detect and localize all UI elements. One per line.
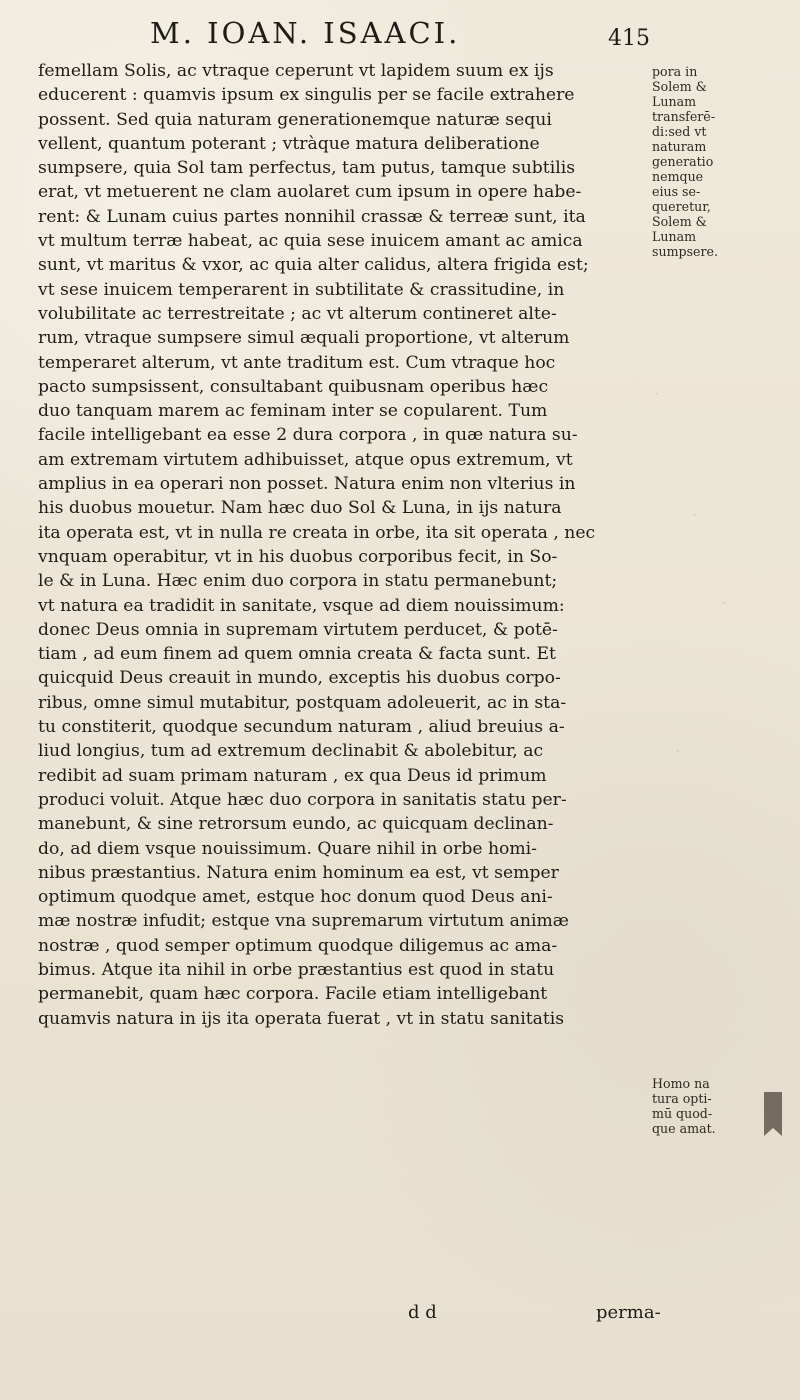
- margin-note-line: Solem &: [652, 214, 707, 229]
- margin-note-line: Homo na: [652, 1076, 710, 1091]
- text-line: rent: & Lunam cuius partes nonnihil crassæ & terreæ sunt, ita: [38, 206, 586, 227]
- margin-note-line: nemque: [652, 169, 704, 184]
- signature-mark: d d: [408, 1302, 437, 1323]
- text-line: le & in Luna. Hæc enim duo corpora in statu permanebunt;: [38, 571, 558, 592]
- margin-note-line: queretur,: [652, 199, 711, 214]
- margin-note-line: eius se-: [652, 184, 701, 199]
- margin-smudge-icon: ·: [693, 508, 697, 522]
- margin-note-upper: [652, 64, 738, 259]
- text-line: nostræ , quod semper optimum quodque diligemus ac ama-: [38, 935, 558, 956]
- margin-note-line: Lunam: [652, 229, 697, 244]
- text-line: facile intelligebant ea esse 2 dura corpora , in quæ natura su-: [38, 425, 578, 446]
- text-line: volubilitate ac terrestreitate ; ac vt alterum contineret alte-: [38, 303, 557, 324]
- text-line: mæ nostræ infudit; estque vna supremarum virtutum animæ: [38, 911, 569, 932]
- text-line: quicquid Deus creauit in mundo, exceptis his duobus corpo-: [38, 668, 561, 689]
- page-number: 415: [608, 26, 650, 51]
- margin-note-line: que amat.: [652, 1121, 716, 1136]
- text-line: duo tanquam marem ac feminam inter se copularent. Tum: [38, 401, 548, 422]
- text-line: liud longius, tum ad extremum declinabit & abolebitur, ac: [38, 741, 544, 762]
- text-line: vt natura ea tradidit in sanitate, vsque ad diem nouissimum:: [38, 595, 565, 616]
- margin-note-line: di:sed vt: [652, 124, 707, 139]
- text-line: vt multum terræ habeat, ac quia sese inuicem amant ac amica: [38, 231, 583, 252]
- main-text-block: [38, 59, 648, 1031]
- margin-note-line: tura opti-: [652, 1091, 712, 1106]
- text-line: sumpsere, quia Sol tam perfectus, tam putus, tamque subtilis: [38, 158, 576, 179]
- text-line: tu constiterit, quodque secundum naturam , aliud breuius a-: [38, 717, 565, 738]
- text-line: do, ad diem vsque nouissimum. Quare nihil in orbe homi-: [38, 838, 537, 859]
- text-line: pacto sumpsissent, consultabant quibusnam operibus hæc: [38, 376, 549, 397]
- text-line: bimus. Atque ita nihil in orbe præstantius est quod in statu: [38, 959, 555, 980]
- text-line: quamvis natura in ijs ita operata fuerat , vt in statu sanitatis: [38, 1008, 565, 1029]
- margin-note-line: Solem &: [652, 79, 707, 94]
- running-head: M. IOAN. ISAACI.: [150, 16, 461, 50]
- text-line: vt sese inuicem temperarent in subtilitate & crassitudine, in: [38, 279, 565, 300]
- margin-note-line: mū quod-: [652, 1106, 713, 1121]
- margin-smudge-icon: ·: [676, 744, 680, 758]
- margin-smudge-icon: ·: [655, 387, 659, 401]
- text-line: nibus præstantius. Natura enim hominum ea est, vt semper: [38, 862, 559, 883]
- text-line: vellent, quantum poterant ; vtràque matura deliberatione: [38, 133, 540, 154]
- text-line: ita operata est, vt in nulla re creata in orbe, ita sit operata , nec: [38, 522, 596, 543]
- text-line: vnquam operabitur, vt in his duobus corporibus fecit, in So-: [38, 546, 558, 567]
- text-line: rum, vtraque sumpsere simul æquali proportione, vt alterum: [38, 328, 570, 349]
- page-header: [0, 14, 800, 54]
- text-line: erat, vt metuerent ne clam auolaret cum ipsum in opere habe-: [38, 182, 582, 203]
- margin-note-line: pora in: [652, 64, 698, 79]
- margin-note-line: naturam: [652, 139, 707, 154]
- catchword: perma-: [596, 1302, 661, 1323]
- margin-note-line: sumpsere.: [652, 244, 718, 259]
- text-line: produci voluit. Atque hæc duo corpora in sanitatis statu per-: [38, 789, 567, 810]
- text-line: femellam Solis, ac vtraque ceperunt vt lapidem suum ex ijs: [38, 61, 554, 81]
- margin-note-lower: [652, 1076, 738, 1136]
- text-line: sunt, vt maritus & vxor, ac quia alter calidus, altera frigida est;: [38, 255, 589, 276]
- margin-note-line: generatio: [652, 154, 714, 169]
- text-line: temperaret alterum, vt ante traditum est. Cum vtraque hoc: [38, 352, 556, 373]
- text-line: donec Deus omnia in supremam virtutem perducet, & potē-: [38, 619, 558, 640]
- text-line: tiam , ad eum finem ad quem omnia creata & facta sunt. Et: [38, 644, 556, 665]
- text-line: optimum quodque amet, estque hoc donum quod Deus ani-: [38, 887, 553, 908]
- text-line: possent. Sed quia naturam generationemque naturæ sequi: [38, 109, 552, 130]
- margin-smudge-icon: ·: [722, 596, 726, 610]
- text-line: ribus, omne simul mutabitur, postquam adoleuerit, ac in sta-: [38, 692, 567, 713]
- bookmark-icon: [760, 1090, 786, 1140]
- text-line: educerent : quamvis ipsum ex singulis per se facile extrahere: [38, 85, 575, 106]
- text-line: redibit ad suam primam naturam , ex qua Deus id primum: [38, 765, 547, 786]
- text-line: manebunt, & sine retrorsum eundo, ac quicquam declinan-: [38, 814, 554, 835]
- page-footer: [0, 1302, 800, 1328]
- margin-note-line: Lunam: [652, 94, 697, 109]
- text-line: permanebit, quam hæc corpora. Facile etiam intelligebant: [38, 984, 548, 1005]
- margin-note-line: transferē-: [652, 109, 716, 124]
- text-line: his duobus mouetur. Nam hæc duo Sol & Luna, in ijs natura: [38, 498, 562, 519]
- text-line: amplius in ea operari non posset. Natura enim non vlterius in: [38, 474, 576, 495]
- text-line: am extremam virtutem adhibuisset, atque opus extremum, vt: [38, 449, 573, 470]
